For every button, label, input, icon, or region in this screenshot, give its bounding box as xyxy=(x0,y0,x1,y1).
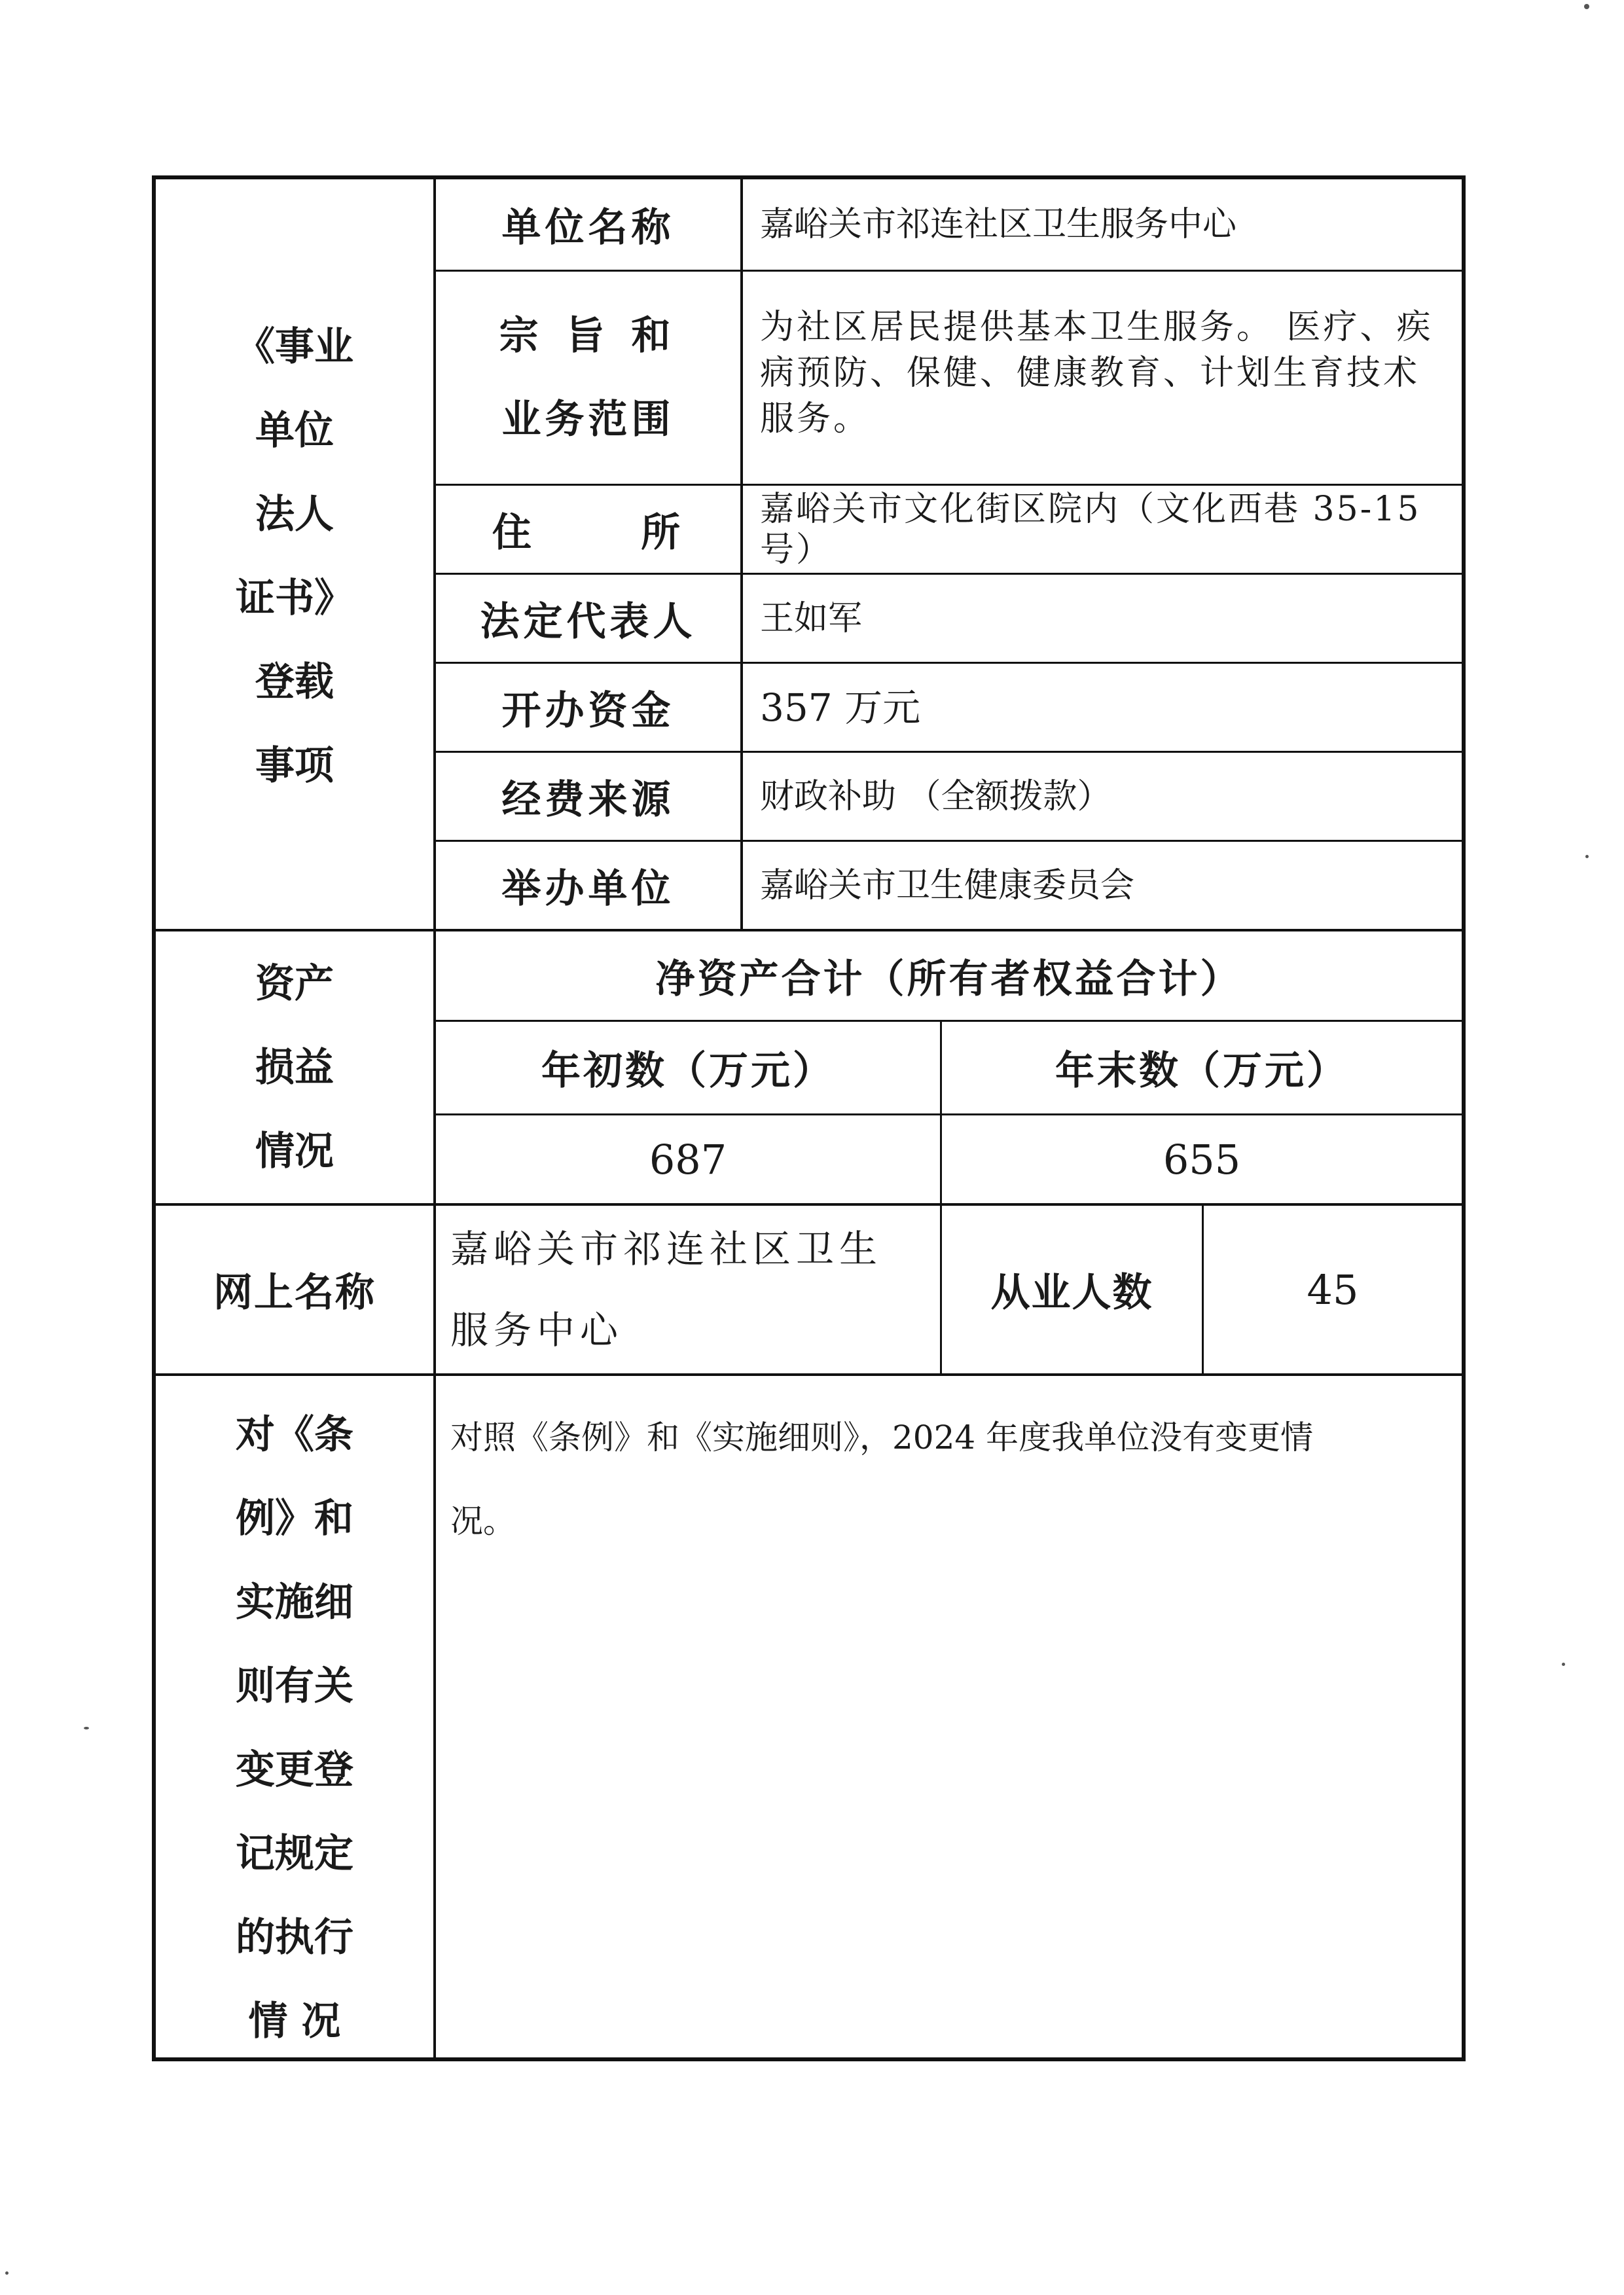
end-year-value: 655 xyxy=(1163,1135,1241,1184)
section-label-line: 事项 xyxy=(255,743,334,789)
capital-value: 357 万元 xyxy=(760,685,921,730)
purpose-value: 为社区居民提供基本卫生服务。 医疗、疾病预防、保健、健康教育、计划生育技术服务。 xyxy=(760,308,1434,439)
purpose-label-line2: 业务范围 xyxy=(501,397,675,443)
scan-speck xyxy=(5,2271,9,2275)
section-label-line: 实施细 xyxy=(236,1580,353,1625)
legal-rep-value: 王如军 xyxy=(760,598,863,638)
section-label-line: 损益 xyxy=(255,1044,334,1091)
table-border-right xyxy=(1462,175,1466,2061)
online-name-line2: 服务中心 xyxy=(450,1308,624,1352)
capital-label: 开办资金 xyxy=(501,687,675,734)
begin-year-label: 年初数（万元） xyxy=(541,1048,835,1094)
section-label-line: 情况 xyxy=(255,1128,334,1174)
begin-year-value: 687 xyxy=(649,1135,727,1184)
section-label-compliance xyxy=(156,1376,433,2057)
section-label-line: 变更登 xyxy=(236,1747,353,1793)
sponsor-value: 嘉峪关市卫生健康委员会 xyxy=(760,865,1135,905)
section-label-line: 资产 xyxy=(255,960,334,1007)
section-label-line: 例》和 xyxy=(236,1496,353,1542)
funding-value: 财政补助 （全额拨款） xyxy=(760,776,1111,816)
section-label-line: 《事业 xyxy=(236,324,353,370)
table-border-bottom xyxy=(152,2057,1466,2061)
section-label-line: 对《条 xyxy=(236,1412,353,1458)
section-label-line: 单位 xyxy=(255,408,334,454)
purpose-label-line1: 宗 旨 和 xyxy=(499,313,677,359)
scan-speck xyxy=(1584,4,1589,9)
unit-name-label: 单位名称 xyxy=(501,205,675,251)
staff-count-value: 45 xyxy=(1307,1265,1359,1314)
section-label-certificate xyxy=(156,301,433,812)
section-label-line: 登载 xyxy=(255,659,334,705)
online-name-label: 网上名称 xyxy=(213,1270,376,1316)
scan-speck xyxy=(1562,1663,1565,1666)
section-label-line: 证书》 xyxy=(236,575,353,621)
purpose-label xyxy=(436,272,740,484)
section-label-line: 情 况 xyxy=(248,1998,341,2044)
address-label: 住 所 xyxy=(492,509,685,556)
sponsor-label: 举办单位 xyxy=(501,865,675,912)
scan-speck xyxy=(1585,855,1589,858)
section-label-line: 法人 xyxy=(255,492,334,537)
section-label-line: 的执行 xyxy=(236,1915,353,1961)
scan-speck xyxy=(84,1727,89,1729)
end-year-label: 年末数（万元） xyxy=(1055,1048,1348,1094)
funding-label: 经费来源 xyxy=(501,776,675,823)
online-name-value xyxy=(436,1206,940,1373)
section-label-line: 则有关 xyxy=(236,1663,353,1709)
net-assets-header: 净资产合计（所有者权益合计） xyxy=(655,956,1242,1002)
compliance-text-line2: 况。 xyxy=(450,1502,516,1540)
section-label-line: 记规定 xyxy=(236,1831,353,1877)
compliance-text-line1: 对照《条例》和《实施细则》，2024 年度我单位没有变更情 xyxy=(450,1419,1314,1456)
legal-rep-label: 法定代表人 xyxy=(480,598,696,645)
address-value: 嘉峪关市文化街区院内（文化西巷 35-15 号） xyxy=(760,489,1421,569)
staff-count-label: 从业人数 xyxy=(990,1270,1153,1316)
section-label-assets xyxy=(156,931,433,1203)
compliance-text xyxy=(436,1376,1462,2057)
online-name-line1: 嘉峪关市祁连社区卫生 xyxy=(450,1227,883,1271)
unit-name-value: 嘉峪关市祁连社区卫生服务中心 xyxy=(760,205,1237,244)
